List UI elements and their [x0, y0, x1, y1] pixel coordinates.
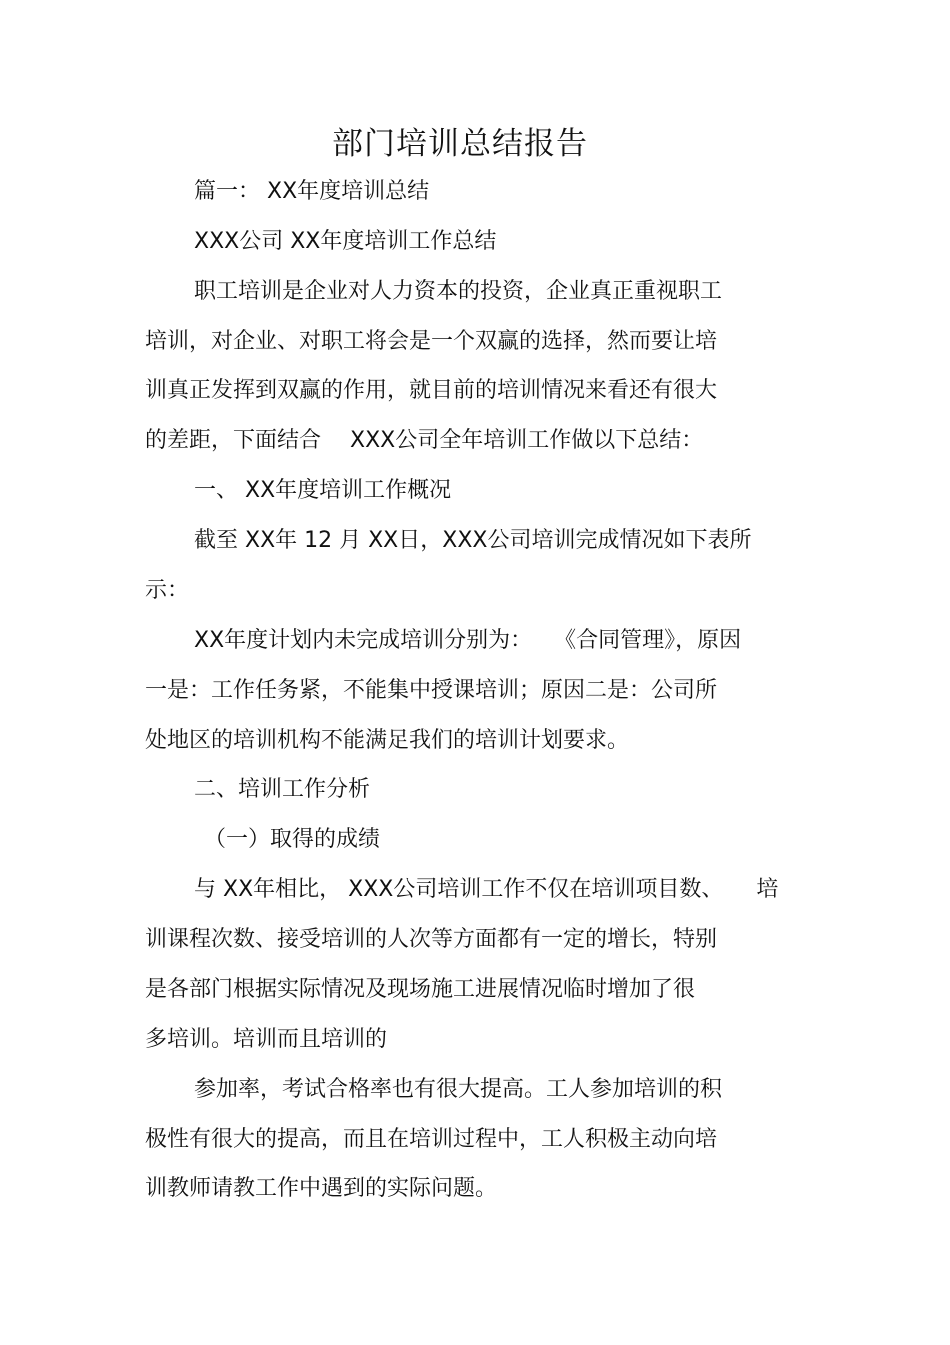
section-heading: 一、 XX年度培训工作概况: [194, 478, 452, 503]
text-line: 一是：工作任务紧，不能集中授课培训；原因二是：公司所: [145, 678, 718, 703]
text-line: 职工培训是企业对人力资本的投资，企业真正重视职工: [194, 279, 723, 304]
text-line: 培训，对企业、对职工将会是一个双赢的选择，然而要让培: [145, 329, 718, 354]
text-line: 参加率，考试合格率也有很大提高。工人参加培训的积: [194, 1077, 723, 1102]
text-line: 的差距，下面结合 XXX公司全年培训工作做以下总结：: [145, 428, 704, 453]
text-line: 示：: [145, 578, 190, 603]
text-line: 训教师请教工作中遇到的实际问题。: [145, 1176, 498, 1201]
text-line: 与 XX年相比， XXX公司培训工作不仅在培训项目数、 培: [194, 877, 779, 902]
text-line: 多培训。培训而且培训的: [145, 1027, 388, 1052]
text-line: 截至 XX年 12 月 XX日，XXX公司培训完成情况如下表所: [194, 528, 752, 553]
text-line: 篇一： XX年度培训总结: [194, 179, 430, 204]
section-heading: 二、培训工作分析: [194, 777, 371, 802]
document-title: 部门培训总结报告: [332, 126, 588, 162]
text-line: 训真正发挥到双赢的作用，就目前的培训情况来看还有很大: [145, 378, 718, 403]
text-line: 是各部门根据实际情况及现场施工进展情况临时增加了很: [145, 977, 696, 1002]
text-line: 训课程次数、接受培训的人次等方面都有一定的增长，特别: [145, 927, 718, 952]
text-line: XX年度计划内未完成培训分别为： 《合同管理》，原因: [194, 628, 742, 653]
text-line: XXX公司 XX年度培训工作总结: [194, 229, 497, 254]
text-line: 处地区的培训机构不能满足我们的培训计划要求。: [145, 728, 630, 753]
text-line: 极性有很大的提高，而且在培训过程中，工人积极主动向培: [145, 1127, 718, 1152]
subsection-heading: （一）取得的成绩: [204, 827, 381, 852]
